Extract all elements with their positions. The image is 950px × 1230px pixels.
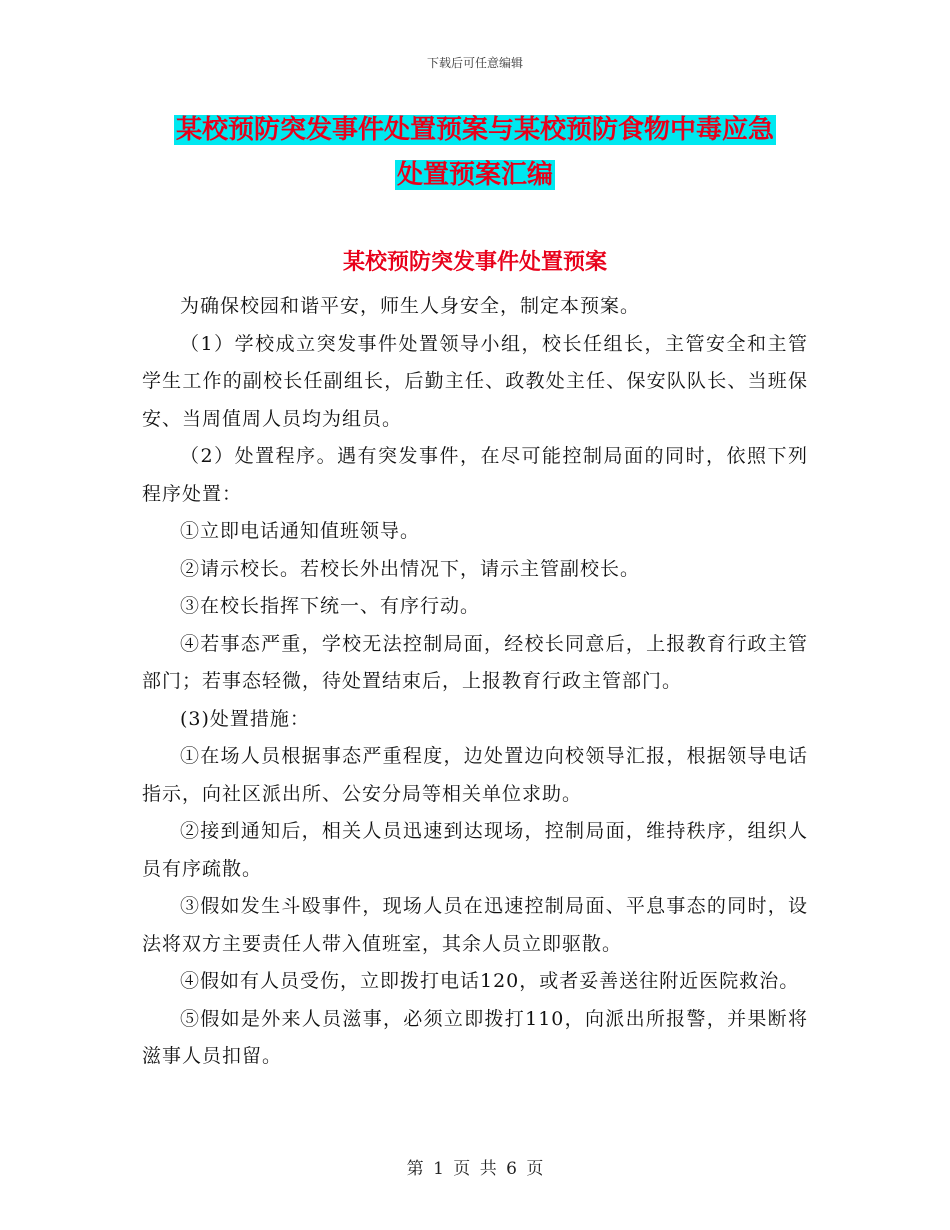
paragraph-procedure-step: ④若事态严重，学校无法控制局面，经校长同意后，上报教育行政主管部门；若事态轻微，待处置结束后，上报教育行政主管部门。	[142, 632, 808, 692]
paragraph-leadership-group: （1）学校成立突发事件处置领导小组，校长任组长，主管安全和主管学生工作的副校长任副组长，后勤主任、政教处主任、保安队队长、当班保安、当周值周人员均为组员。	[142, 332, 808, 430]
section-title: 某校预防突发事件处置预案	[342, 249, 607, 275]
paragraph-intro: 为确保校园和谐平安，师生人身安全，制定本预案。	[180, 295, 641, 317]
document-title-line-1: 某校预防突发事件处置预案与某校预防食物中毒应急	[175, 115, 774, 145]
paragraph-measure-item: ③假如发生斗殴事件，现场人员在迅速控制局面、平息事态的同时，设法将双方主要责任人带入值班室，其余人员立即驱散。	[142, 895, 808, 955]
header-note: 下载后可任意编辑	[426, 56, 523, 70]
document-title-line-2: 处置预案汇编	[396, 160, 553, 190]
paragraph-measures: (3)处置措施：	[180, 707, 310, 730]
document-title	[0, 108, 950, 198]
paragraph-measure-item: ①在场人员根据事态严重程度，边处置边向校领导汇报，根据领导电话指示，向社区派出所、公安分局等相关单位求助。	[142, 745, 808, 805]
paragraph-procedure: （2）处置程序。遇有突发事件，在尽可能控制局面的同时，依照下列程序处置：	[142, 445, 808, 505]
paragraph-procedure-step: ①立即电话通知值班领导。	[180, 520, 421, 542]
paragraph-procedure-step: ③在校长指挥下统一、有序行动。	[180, 595, 481, 617]
paragraph-measure-item: ②接到通知后，相关人员迅速到达现场，控制局面，维持秩序，组织人员有序疏散。	[142, 820, 808, 880]
paragraph-procedure-step: ②请示校长。若校长外出情况下，请示主管副校长。	[180, 557, 641, 580]
paragraph-measure-item: ④假如有人员受伤，立即拨打电话120，或者妥善送往附近医院救治。	[180, 970, 800, 992]
paragraph-measure-item: ⑤假如是外来人员滋事，必须立即拨打110，向派出所报警，并果断将滋事人员扣留。	[142, 1007, 808, 1067]
document-body	[142, 288, 808, 1076]
page-footer: 第 1 页 共 6 页	[406, 1159, 544, 1179]
